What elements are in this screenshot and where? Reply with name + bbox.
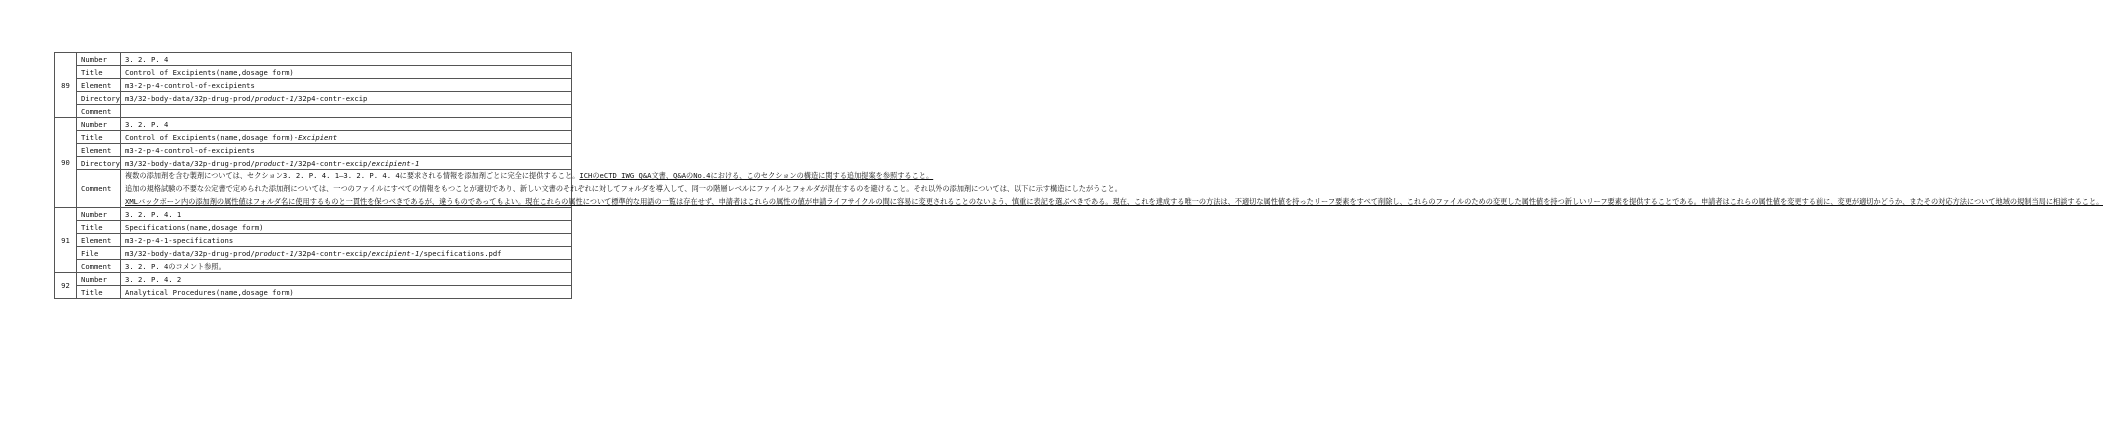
table-row xyxy=(55,131,572,144)
table-row xyxy=(55,208,572,221)
field-value xyxy=(121,105,572,118)
table-row xyxy=(55,118,572,131)
field-value: m3-2-p-4-1-specifications xyxy=(121,234,572,247)
spec-table xyxy=(54,52,2103,299)
field-value: 3. 2. P. 4のコメント参照。 xyxy=(121,260,572,273)
field-value: Analytical Procedures(name,dosage form) xyxy=(121,286,572,299)
field-value: 3. 2. P. 4. 1 xyxy=(121,208,572,221)
field-value: Control of Excipients(name,dosage form) xyxy=(121,66,572,79)
entry-number: 89 xyxy=(55,53,77,118)
table-row xyxy=(55,221,572,234)
field-key: Element xyxy=(77,234,121,247)
field-key: Title xyxy=(77,66,121,79)
field-value: 3. 2. P. 4 xyxy=(121,118,572,131)
field-key: Number xyxy=(77,53,121,66)
field-key: Title xyxy=(77,221,121,234)
table-row xyxy=(55,273,572,286)
table-row xyxy=(55,247,572,260)
field-value: 3. 2. P. 4. 2 xyxy=(121,273,572,286)
table-row xyxy=(55,105,572,118)
field-key: Number xyxy=(77,273,121,286)
table-row xyxy=(55,79,572,92)
title-prefix: Control of Excipients(name,dosage form)- xyxy=(125,132,299,142)
path-prefix: m3/32-body-data/32p-drug-prod/ xyxy=(125,248,255,258)
field-value: m3-2-p-4-control-of-excipients xyxy=(121,79,572,92)
entry-number: 90 xyxy=(55,118,77,208)
path-italic: product-1 xyxy=(254,158,294,168)
path-prefix: m3/32-body-data/32p-drug-prod/ xyxy=(125,93,255,103)
table-row xyxy=(55,286,572,299)
field-key: Comment xyxy=(77,105,121,118)
path-italic-2: excipient-1 xyxy=(371,158,420,168)
field-key: Directory xyxy=(77,92,121,105)
comment-underlined-text: ICHのeCTD IWG Q&A文書、Q&AのNo.4における、このセクションの構造に関する追加提案を参照すること。 xyxy=(579,171,934,180)
path-mid: /32p4-contr-excip/ xyxy=(293,248,372,258)
path-italic-2: excipient-1 xyxy=(371,248,420,258)
field-value xyxy=(121,131,572,144)
field-key: Element xyxy=(77,79,121,92)
field-key: Title xyxy=(77,286,121,299)
path-italic: product-1 xyxy=(254,93,294,103)
path-italic: product-1 xyxy=(254,248,294,258)
table-row xyxy=(55,66,572,79)
path-prefix: m3/32-body-data/32p-drug-prod/ xyxy=(125,158,255,168)
table-row xyxy=(55,170,572,208)
table-row xyxy=(55,144,572,157)
comment-body xyxy=(121,170,2103,208)
path-mid: /32p4-contr-excip/ xyxy=(293,158,372,168)
comment-paragraph xyxy=(125,171,934,180)
table-row xyxy=(55,92,572,105)
field-value xyxy=(121,92,572,105)
field-value xyxy=(121,247,572,260)
path-suffix: /specifications.pdf xyxy=(419,248,502,258)
field-key: Title xyxy=(77,131,121,144)
entry-number: 91 xyxy=(55,208,77,273)
table-row xyxy=(55,234,572,247)
table-row xyxy=(55,53,572,66)
field-value: m3-2-p-4-control-of-excipients xyxy=(121,144,572,157)
table-row xyxy=(55,260,572,273)
comment-text: 複数の添加剤を含む製剤については、セクション3. 2. P. 4. 1–3. 2. P. 4. 4に要求される情報を添加剤ごとに完全に提供すること。 xyxy=(125,171,580,180)
field-key: Number xyxy=(77,208,121,221)
field-key: Element xyxy=(77,144,121,157)
field-key: Directory xyxy=(77,157,121,170)
comment-paragraph: 追加の規格試験の不要な公定書で定められた添加剤については、一つのファイルにすべての情報をもつことが適切であり、新しい文書のそれぞれに対してフォルダを導入して、同一の階層レベルにファイルとフォルダが混在するのを避けること。それ以外の添加剤については、以下に示す構造にしたがうこと。 xyxy=(125,184,1122,193)
field-key: File xyxy=(77,247,121,260)
field-key: Number xyxy=(77,118,121,131)
field-key: Comment xyxy=(77,170,121,208)
comment-paragraph: XMLバックボーン内の添加剤の属性値はフォルダ名に使用するものと一貫性を保つべきであるが、違うものであってもよい。現在これらの属性について標準的な用語の一覧は存在せず、申請者はこれらの属性の値が申請ライフサイクルの間に容易に変更されることのないよう、慎重に表記を選ぶべきである。現在、これを達成する唯一の方法は、不適切な属性値を持ったリーフ要素をすべて削除し、これらのファイルのための変更した属性値を持つ新しいリーフ要素を提供することである。申請者はこれらの属性値を変更する前に、変更が適切かどうか、またその対応方法について地域の規制当局に相談すること。 xyxy=(125,197,2103,206)
field-value xyxy=(121,157,572,170)
field-value: Specifications(name,dosage form) xyxy=(121,221,572,234)
title-italic: Excipient xyxy=(298,132,338,142)
entry-number: 92 xyxy=(55,273,77,299)
table-row xyxy=(55,157,572,170)
path-suffix: /32p4-contr-excip xyxy=(293,93,368,103)
field-key: Comment xyxy=(77,260,121,273)
field-value: 3. 2. P. 4 xyxy=(121,53,572,66)
